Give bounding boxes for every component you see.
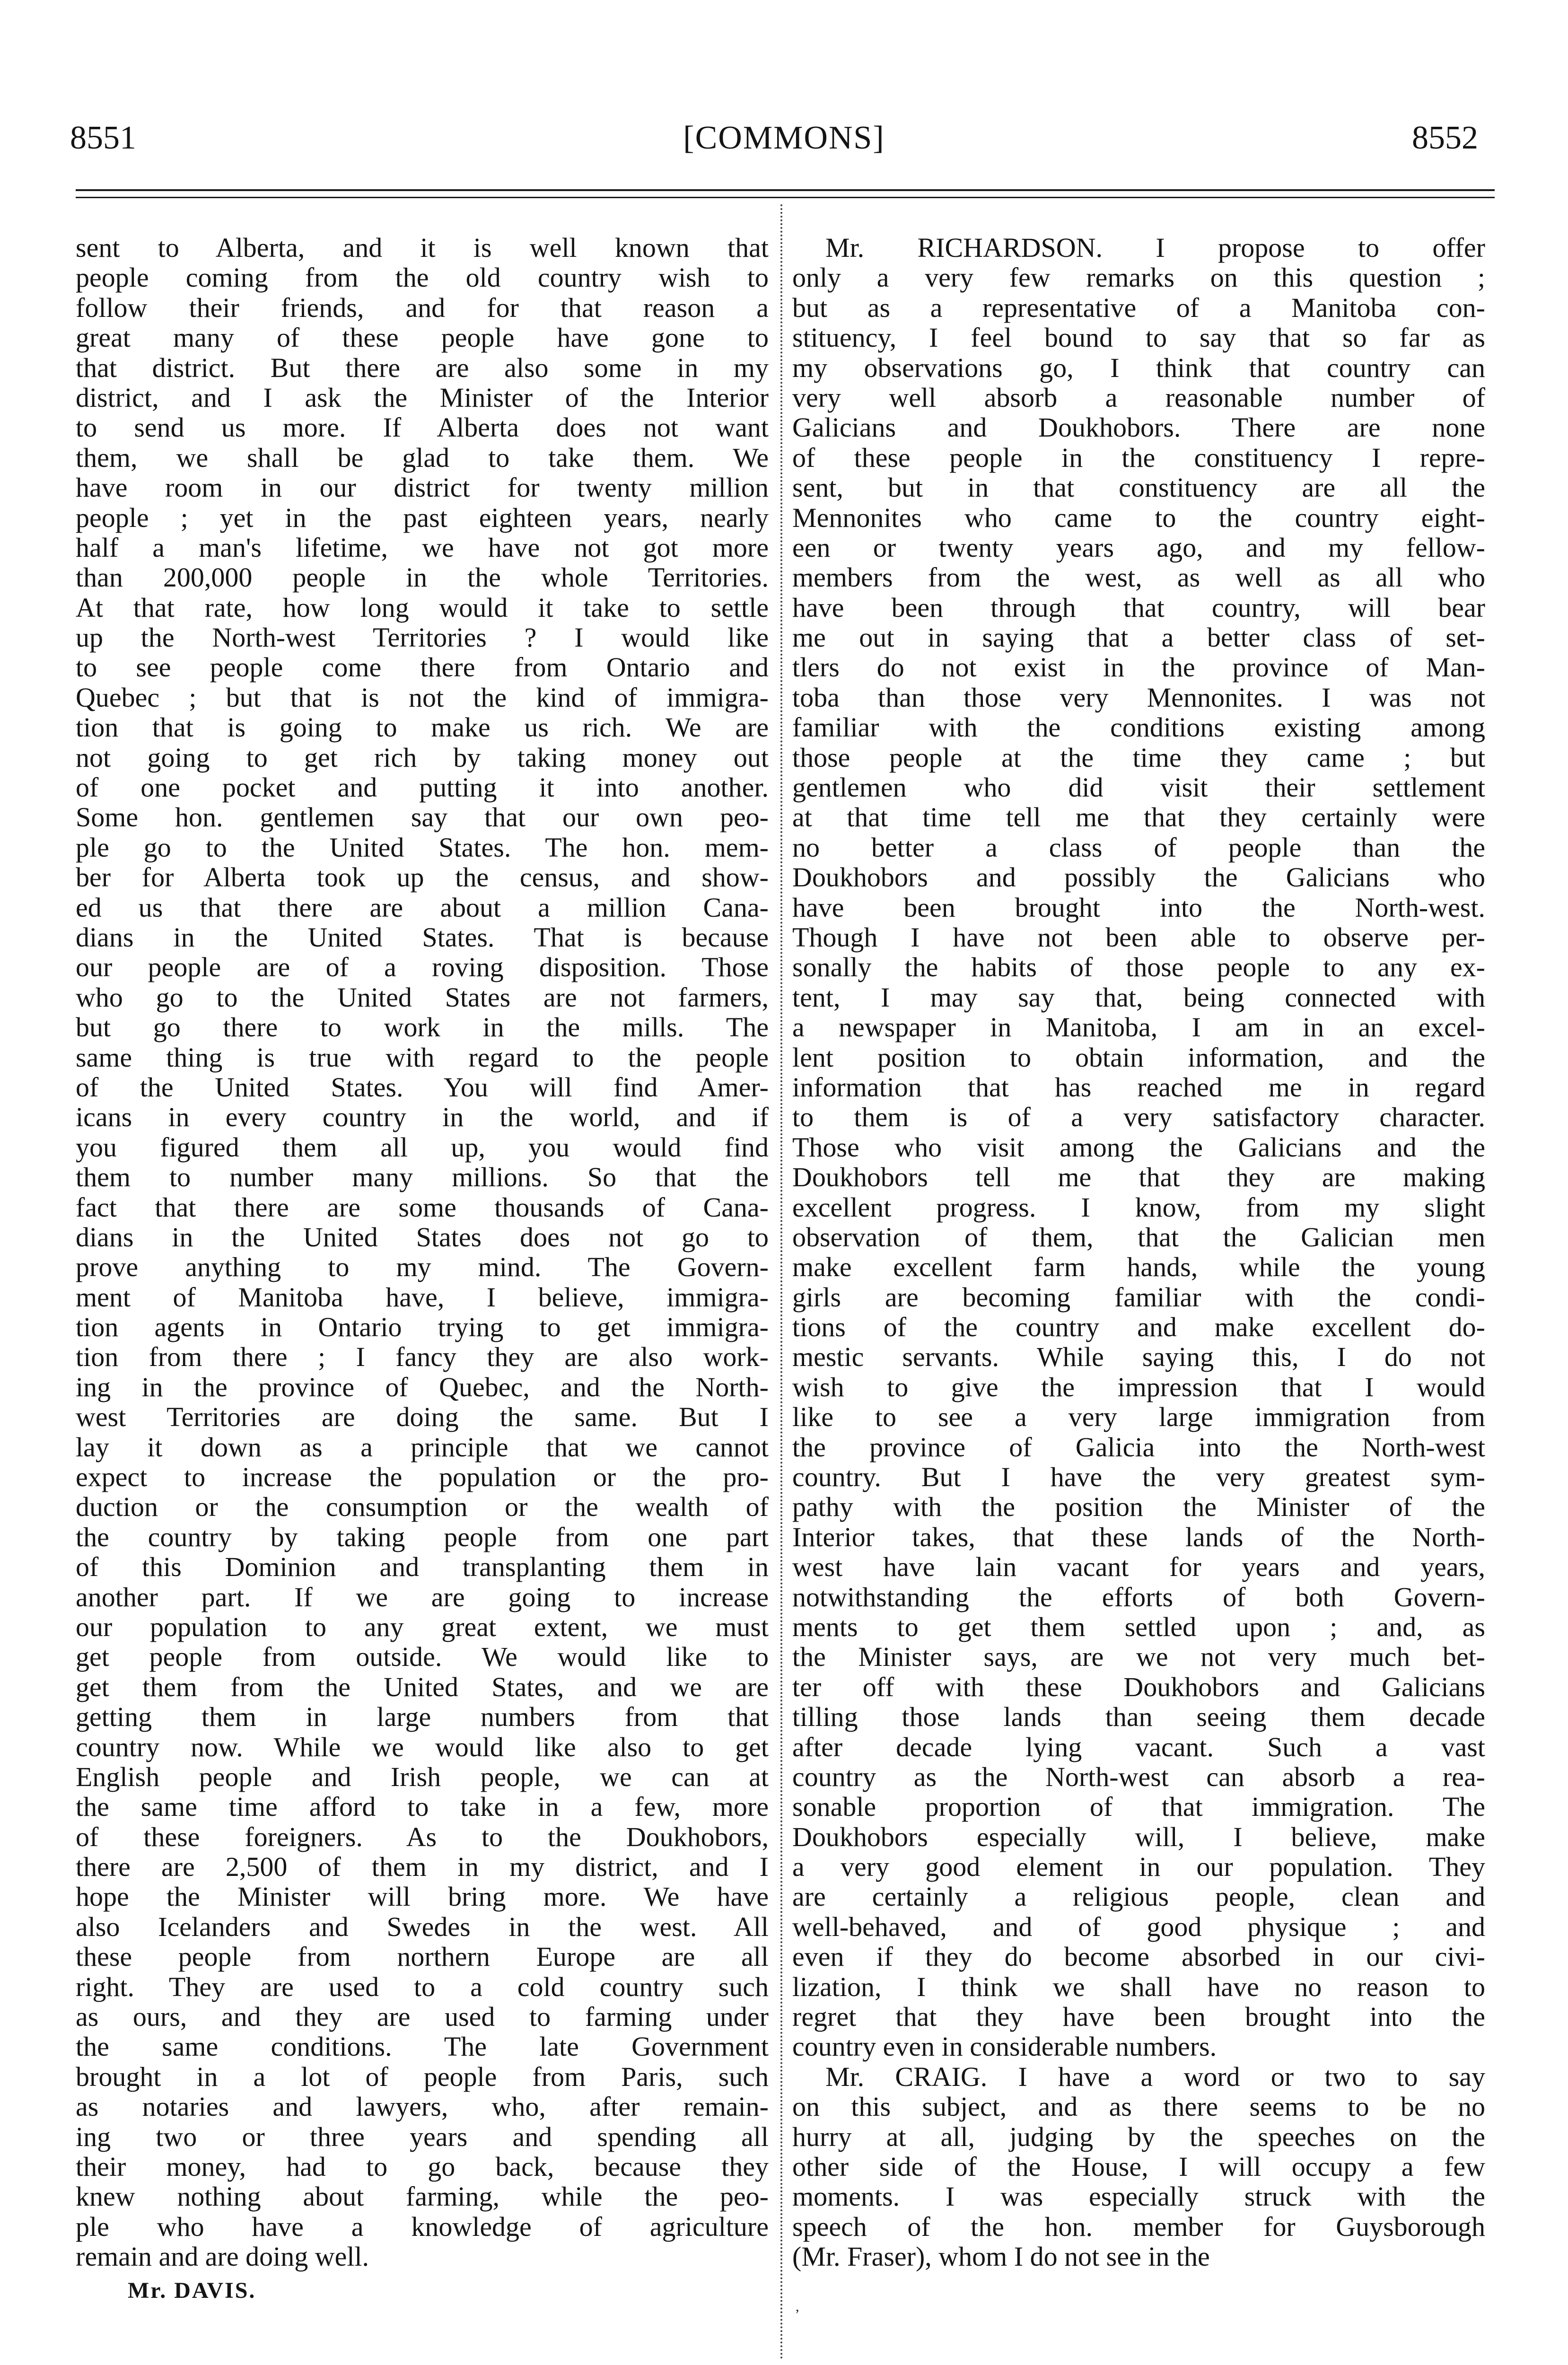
- text-line: who go to the United States are not farmers,: [76, 981, 769, 1013]
- text-line: speech of the hon. member for Guysborough: [792, 2211, 1485, 2242]
- text-line: after decade lying vacant. Such a vast: [792, 1731, 1485, 1762]
- text-line: other side of the House, I will occupy a few: [792, 2151, 1485, 2182]
- text-line: (Mr. Fraser), whom I do not see in the: [792, 2241, 1210, 2272]
- text-line: up the North-west Territories ? I would like: [76, 622, 769, 653]
- text-line: Quebec ; but that is not the kind of immigra-: [76, 682, 769, 713]
- text-line: you figured them all up, you would find: [76, 1131, 769, 1163]
- text-line: duction or the consumption or the wealth of: [76, 1491, 769, 1523]
- text-line: Doukhobors tell me that they are making: [792, 1162, 1485, 1193]
- text-line: ing two or three years and spending all: [76, 2121, 769, 2152]
- text-line: prove anything to my mind. The Govern-: [76, 1252, 769, 1283]
- text-line: also Icelanders and Swedes in the west. All: [76, 1911, 769, 1942]
- text-line: regret that they have been brought into the: [792, 2001, 1485, 2032]
- text-line: mestic servants. While saying this, I do not: [792, 1341, 1485, 1373]
- page-header-title: [COMMONS]: [683, 120, 885, 156]
- text-line: notwithstanding the efforts of both Govern-: [792, 1581, 1485, 1612]
- text-line: Some hon. gentlemen say that our own peo-: [76, 802, 769, 833]
- right-column-footer-mark: ,: [796, 2299, 799, 2314]
- text-line: lization, I think we shall have no reason to: [792, 1971, 1485, 2002]
- page-number-right: 8552: [1412, 120, 1478, 156]
- text-line: only a very few remarks on this question ;: [792, 262, 1485, 293]
- text-line: sonally the habits of those people to any ex-: [792, 952, 1485, 983]
- text-line: at that time tell me that they certainly were: [792, 802, 1485, 833]
- text-line: sent to Alberta, and it is well known that: [76, 232, 769, 263]
- text-line: hope the Minister will bring more. We have: [76, 1881, 769, 1912]
- text-line: even if they do become absorbed in our civi-: [792, 1941, 1485, 1972]
- text-line: the province of Galicia into the North-west: [792, 1431, 1485, 1463]
- text-line: the Minister says, are we not very much bet-: [792, 1641, 1485, 1673]
- text-line: At that rate, how long would it take to settle: [76, 592, 769, 623]
- text-line: ed us that there are about a million Cana-: [76, 892, 769, 923]
- text-line: as ours, and they are used to farming under: [76, 2001, 769, 2032]
- text-line: hurry at all, judging by the speeches on the: [792, 2121, 1485, 2152]
- text-line: ple who have a knowledge of agriculture: [76, 2211, 769, 2242]
- text-line: have been through that country, will bear: [792, 592, 1485, 623]
- text-line: as notaries and lawyers, who, after remain-: [76, 2091, 769, 2122]
- left-column: [76, 233, 769, 2272]
- text-line: great many of these people have gone to: [76, 322, 769, 353]
- text-line: district, and I ask the Minister of the Interior: [76, 382, 769, 413]
- text-line: of the United States. You will find Amer-: [76, 1071, 769, 1103]
- page-number-left: 8551: [70, 120, 136, 156]
- text-line: the same conditions. The late Government: [76, 2031, 769, 2062]
- text-line: follow their friends, and for that reason a: [76, 292, 769, 323]
- text-line: English people and Irish people, we can at: [76, 1761, 769, 1792]
- column-divider: [780, 204, 782, 2361]
- text-line: people ; yet in the past eighteen years, nearly: [76, 502, 769, 533]
- text-line: girls are becoming familiar with the condi-: [792, 1281, 1485, 1313]
- text-line: west have lain vacant for years and years,: [792, 1551, 1485, 1583]
- text-line: tion from there ; I fancy they are also work-: [76, 1341, 769, 1373]
- text-line: ter off with these Doukhobors and Galicians: [792, 1671, 1485, 1702]
- text-line: a very good element in our population. They: [792, 1851, 1485, 1883]
- text-line: the country by taking people from one part: [76, 1521, 769, 1552]
- text-line: icans in every country in the world, and if: [76, 1102, 769, 1133]
- text-line: than 200,000 people in the whole Territories.: [76, 562, 769, 593]
- text-line: have been brought into the North-west.: [792, 892, 1485, 923]
- text-line: there are 2,500 of them in my district, and I: [76, 1851, 769, 1883]
- text-line: Doukhobors and possibly the Galicians who: [792, 862, 1485, 893]
- text-line: members from the west, as well as all who: [792, 562, 1485, 593]
- text-line: sent, but in that constituency are all the: [792, 472, 1485, 503]
- text-line: tent, I may say that, being connected with: [792, 981, 1485, 1013]
- header-rule-secondary: [76, 197, 1495, 198]
- text-line: get people from outside. We would like to: [76, 1641, 769, 1673]
- text-line: pathy with the position the Minister of the: [792, 1491, 1485, 1523]
- text-line: people coming from the old country wish to: [76, 262, 769, 293]
- text-line: country even in considerable numbers.: [792, 2031, 1217, 2062]
- text-line: of this Dominion and transplanting them in: [76, 1551, 769, 1583]
- text-line: country. But I have the very greatest sym-: [792, 1462, 1485, 1493]
- text-line: to see people come there from Ontario and: [76, 652, 769, 683]
- text-line: that district. But there are also some in my: [76, 352, 769, 383]
- left-column-footer-speaker: Mr. DAVIS.: [128, 2278, 256, 2303]
- text-line: Interior takes, that these lands of the North-: [792, 1521, 1485, 1552]
- text-line: country as the North-west can absorb a rea-: [792, 1761, 1485, 1792]
- text-line: west Territories are doing the same. But I: [76, 1401, 769, 1433]
- text-line: but as a representative of a Manitoba con-: [792, 292, 1485, 323]
- text-line: ment of Manitoba have, I believe, immigra-: [76, 1281, 769, 1313]
- text-line: brought in a lot of people from Paris, such: [76, 2061, 769, 2092]
- text-line: tlers do not exist in the province of Man-: [792, 652, 1485, 683]
- text-line: of one pocket and putting it into another.: [76, 772, 769, 803]
- text-line: tions of the country and make excellent do-: [792, 1312, 1485, 1343]
- text-line: make excellent farm hands, while the young: [792, 1252, 1485, 1283]
- text-line: the same time afford to take in a few, more: [76, 1791, 769, 1822]
- text-line: fact that there are some thousands of Cana-: [76, 1191, 769, 1223]
- text-line: our population to any great extent, we must: [76, 1611, 769, 1642]
- text-line: Though I have not been able to observe per-: [792, 921, 1485, 953]
- text-line: those people at the time they came ; but: [792, 742, 1485, 773]
- text-line: sonable proportion of that immigration. The: [792, 1791, 1485, 1822]
- text-line: ments to get them settled upon ; and, as: [792, 1611, 1485, 1642]
- text-line: Those who visit among the Galicians and the: [792, 1131, 1485, 1163]
- text-line: them, we shall be glad to take them. We: [76, 442, 769, 473]
- text-line: tion that is going to make us rich. We are: [76, 712, 769, 743]
- text-line: on this subject, and as there seems to be no: [792, 2091, 1485, 2122]
- text-line: Galicians and Doukhobors. There are none: [792, 412, 1485, 443]
- text-line: excellent progress. I know, from my slight: [792, 1191, 1485, 1223]
- text-line: to them is of a very satisfactory character.: [792, 1102, 1485, 1133]
- text-line: wish to give the impression that I would: [792, 1371, 1485, 1402]
- text-line: tilling those lands than seeing them decade: [792, 1701, 1485, 1733]
- text-line: have room in our district for twenty million: [76, 472, 769, 503]
- text-line: are certainly a religious people, clean and: [792, 1881, 1485, 1912]
- text-line: get them from the United States, and we are: [76, 1671, 769, 1702]
- text-line: like to see a very large immigration from: [792, 1401, 1485, 1433]
- text-line: ple go to the United States. The hon. mem-: [76, 832, 769, 863]
- text-line: no better a class of people than the: [792, 832, 1485, 863]
- text-line: information that has reached me in regard: [792, 1071, 1485, 1103]
- text-line: our people are of a roving disposition. Those: [76, 952, 769, 983]
- text-line: right. They are used to a cold country such: [76, 1971, 769, 2002]
- text-line: stituency, I feel bound to say that so far as: [792, 322, 1485, 353]
- text-line: my observations go, I think that country can: [792, 352, 1485, 383]
- header-rule: [76, 189, 1495, 191]
- text-line: very well absorb a reasonable number of: [792, 382, 1485, 413]
- text-line: not going to get rich by taking money out: [76, 742, 769, 773]
- text-line: dians in the United States does not go to: [76, 1221, 769, 1253]
- text-line: Mr. CRAIG. I have a word or two to say: [825, 2061, 1485, 2092]
- right-column: [792, 233, 1485, 2272]
- text-line: of these people in the constituency I repre-: [792, 442, 1485, 473]
- text-line: same thing is true with regard to the people: [76, 1042, 769, 1073]
- text-line: moments. I was especially struck with the: [792, 2181, 1485, 2212]
- text-line: another part. If we are going to increase: [76, 1581, 769, 1612]
- text-line: to send us more. If Alberta does not want: [76, 412, 769, 443]
- text-line: half a man's lifetime, we have not got more: [76, 532, 769, 563]
- text-line: remain and are doing well.: [76, 2241, 369, 2272]
- text-line: observation of them, that the Galician men: [792, 1221, 1485, 1253]
- text-line: expect to increase the population or the pro-: [76, 1462, 769, 1493]
- text-line: me out in saying that a better class of set-: [792, 622, 1485, 653]
- text-line: ber for Alberta took up the census, and show-: [76, 862, 769, 893]
- text-line: een or twenty years ago, and my fellow-: [792, 532, 1485, 563]
- text-line: a newspaper in Manitoba, I am in an excel-: [792, 1012, 1485, 1043]
- text-line: Doukhobors especially will, I believe, make: [792, 1821, 1485, 1852]
- text-line: but go there to work in the mills. The: [76, 1012, 769, 1043]
- text-line: lent position to obtain information, and the: [792, 1042, 1485, 1073]
- text-line: of these foreigners. As to the Doukhobors,: [76, 1821, 769, 1852]
- text-line: getting them in large numbers from that: [76, 1701, 769, 1733]
- text-line: Mr. RICHARDSON. I propose to offer: [825, 232, 1485, 263]
- text-line: ing in the province of Quebec, and the North-: [76, 1371, 769, 1402]
- text-line: them to number many millions. So that the: [76, 1162, 769, 1193]
- text-line: tion agents in Ontario trying to get immigra-: [76, 1312, 769, 1343]
- text-line: knew nothing about farming, while the peo-: [76, 2181, 769, 2212]
- text-line: familiar with the conditions existing among: [792, 712, 1485, 743]
- text-line: dians in the United States. That is because: [76, 921, 769, 953]
- text-line: country now. While we would like also to get: [76, 1731, 769, 1762]
- text-line: toba than those very Mennonites. I was not: [792, 682, 1485, 713]
- text-line: well-behaved, and of good physique ; and: [792, 1911, 1485, 1942]
- text-line: their money, had to go back, because they: [76, 2151, 769, 2182]
- text-line: lay it down as a principle that we cannot: [76, 1431, 769, 1463]
- text-line: these people from northern Europe are all: [76, 1941, 769, 1972]
- text-line: gentlemen who did visit their settlement: [792, 772, 1485, 803]
- text-line: Mennonites who came to the country eight-: [792, 502, 1485, 533]
